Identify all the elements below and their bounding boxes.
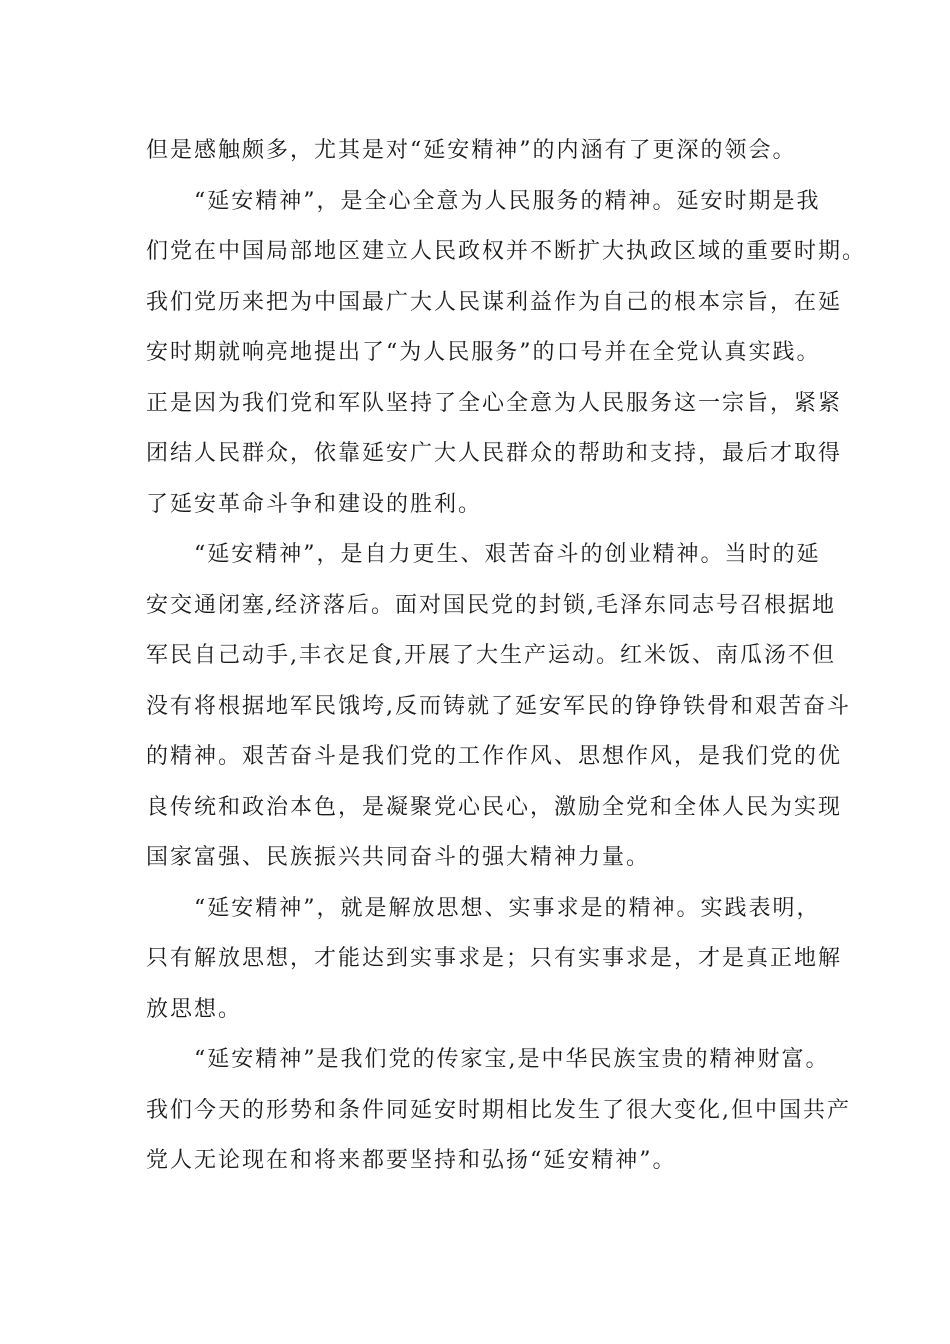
text-line: 只有解放思想，才能达到实事求是；只有实事求是，才是真正地解 xyxy=(146,946,843,971)
text-line: “延安精神”，就是解放思想、实事求是的精神。实践表明， xyxy=(194,895,821,921)
text-line: “延安精神”是我们党的传家宝,是中华民族宝贵的精神财富。 xyxy=(194,1047,830,1072)
text-line: 国家富强、民族振兴共同奋斗的强大精神力量。 xyxy=(146,845,651,870)
text-line: 安交通闭塞,经济落后。面对国民党的封锁,毛泽东同志号召根据地 xyxy=(146,592,836,618)
text-line: “延安精神”，是全心全意为人民服务的精神。延安时期是我 xyxy=(194,188,821,214)
text-line: 没有将根据地军民饿垮,反而铸就了延安军民的铮铮铁骨和艰苦奋斗 xyxy=(146,693,851,719)
text-line: 我们今天的形势和条件同延安时期相比发生了很大变化,但中国共产 xyxy=(146,1097,851,1123)
text-line: 团结人民群众，依靠延安广大人民群众的帮助和支持，最后才取得 xyxy=(146,441,843,466)
text-line: 军民自己动手,丰衣足食,开展了大生产运动。红米饭、南瓜汤不但 xyxy=(146,643,836,668)
text-line: 安时期就响亮地提出了“为人民服务”的口号并在全党认真实践。 xyxy=(146,340,821,365)
text-line: 良传统和政治本色，是凝聚党心民心，激励全党和全体人民为实现 xyxy=(146,794,843,820)
document-body xyxy=(146,126,867,1187)
text-line: 们党在中国局部地区建立人民政权并不断扩大执政区域的重要时期。 xyxy=(146,239,867,264)
text-line: 正是因为我们党和军队坚持了全心全意为人民服务这一宗旨，紧紧 xyxy=(146,390,843,416)
text-line: “延安精神”，是自力更生、艰苦奋斗的创业精神。当时的延 xyxy=(194,542,821,567)
text-line: 党人无论现在和将来都要坚持和弘扬“延安精神”。 xyxy=(146,1148,677,1173)
text-line: 的精神。艰苦奋斗是我们党的工作作风、思想作风，是我们党的优 xyxy=(146,744,843,769)
text-line: 但是感触颇多，尤其是对“延安精神”的内涵有了更深的领会。 xyxy=(146,138,797,163)
text-line: 了延安革命斗争和建设的胜利。 xyxy=(146,491,483,517)
text-line: 我们党历来把为中国最广大人民谋利益作为自己的根本宗旨，在延 xyxy=(146,289,843,315)
text-line: 放思想。 xyxy=(146,996,243,1022)
